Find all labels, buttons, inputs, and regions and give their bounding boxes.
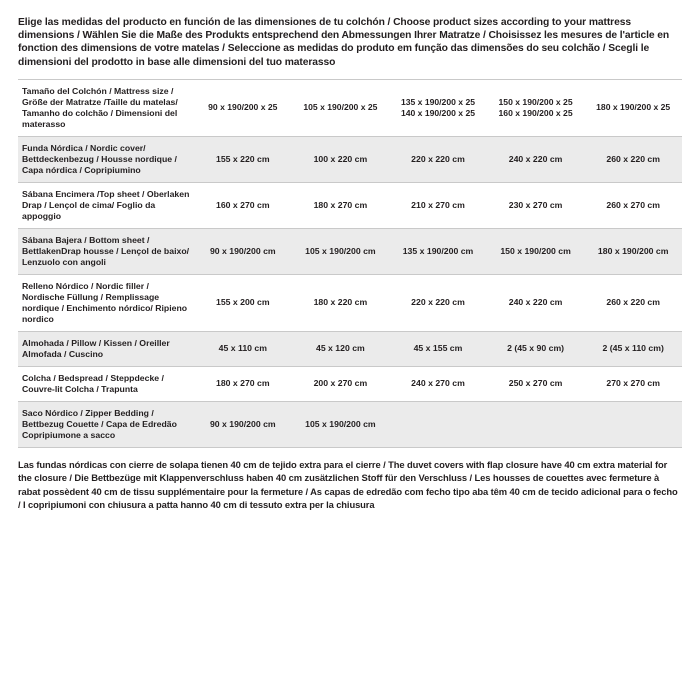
table-row bbox=[18, 401, 682, 447]
row-value: 180 x 270 cm bbox=[313, 199, 368, 210]
row-value bbox=[292, 79, 390, 136]
row-value: 105 x 190/200 cm bbox=[305, 245, 376, 256]
row-value: 90 x 190/200 cm bbox=[209, 245, 276, 256]
row-label: Colcha / Bedspread / Steppdecke / Couvre-lit Colcha / Trapunta bbox=[22, 372, 164, 394]
row-value: 240 x 270 cm bbox=[411, 378, 465, 389]
row-label: Relleno Nórdico / Nordic filler / Nordische Füllung / Remplissage nordique / Enchimento nórdico/ Ripieno nordico bbox=[22, 280, 188, 324]
value-line: 180 x 190/200 x 25 bbox=[596, 102, 671, 113]
row-value: 270 x 270 cm bbox=[606, 378, 660, 389]
row-value bbox=[487, 401, 585, 447]
row-value: 220 x 220 cm bbox=[411, 297, 465, 308]
table-row bbox=[18, 182, 682, 228]
row-value bbox=[389, 79, 487, 136]
value-line: 160 x 190/200 x 25 bbox=[498, 107, 573, 118]
row-value: 45 x 155 cm bbox=[413, 343, 463, 354]
row-value: 240 x 220 cm bbox=[508, 297, 563, 308]
size-table-body bbox=[18, 79, 682, 447]
row-value: 240 x 220 cm bbox=[508, 153, 563, 164]
row-value: 155 x 200 cm bbox=[215, 297, 270, 308]
row-value bbox=[584, 79, 682, 136]
value-line: 150 x 190/200 x 25 bbox=[498, 96, 573, 107]
row-value: 260 x 220 cm bbox=[606, 153, 660, 164]
footer-note: Las fundas nórdicas con cierre de solapa tienen 40 cm de tejido extra para el cierre / The duvet covers with flap closure have 40 cm extra material for the closure / Die Bettbezüge mit Klappenverschluss haben 40 cm zusätzlichen Stoff für den Verschluss / Les housses de couettes avec fermeture à rabat possèdent 40 cm de tissu supplémentaire pour la fermeture / As capas de edredão com fecho tipo aba têm 40 cm de tecido adicional para o fecho / I copripiumoni con chiusura a patta hanno 40 cm di tessuto extra per la chiusura bbox=[18, 458, 678, 511]
row-value: 45 x 110 cm bbox=[218, 343, 267, 354]
row-value bbox=[584, 401, 682, 447]
table-row bbox=[18, 136, 682, 182]
row-value: 180 x 220 cm bbox=[313, 297, 368, 308]
row-value: 230 x 270 cm bbox=[508, 199, 563, 210]
row-value: 90 x 190/200 cm bbox=[209, 418, 276, 429]
table-row bbox=[18, 366, 682, 401]
row-value: 180 x 190/200 cm bbox=[597, 245, 669, 256]
row-value: 2 (45 x 90 cm) bbox=[507, 343, 565, 354]
table-row bbox=[18, 228, 682, 274]
table-row bbox=[18, 274, 682, 331]
row-label: Saco Nórdico / Zipper Bedding / Bettbezug Couette / Capa de Edredão Copripiumone a sacco bbox=[22, 407, 177, 440]
row-value: 250 x 270 cm bbox=[508, 378, 563, 389]
row-value bbox=[389, 401, 487, 447]
row-value: 150 x 190/200 cm bbox=[500, 245, 571, 256]
value-line: 135 x 190/200 x 25 bbox=[400, 96, 476, 107]
row-value bbox=[487, 79, 585, 136]
row-value: 155 x 220 cm bbox=[215, 153, 270, 164]
row-value: 180 x 270 cm bbox=[215, 378, 270, 389]
row-label: Tamaño del Colchón / Mattress size / Größe der Matratze /Taille du matelas/ Tamanho do colchão / Dimensioni del materasso bbox=[22, 85, 178, 129]
value-line: 105 x 190/200 x 25 bbox=[303, 102, 378, 113]
row-value: 100 x 220 cm bbox=[313, 153, 368, 164]
row-value bbox=[194, 79, 292, 136]
value-line: 90 x 190/200 x 25 bbox=[208, 102, 278, 113]
row-value: 210 x 270 cm bbox=[411, 199, 465, 210]
row-label: Almohada / Pillow / Kissen / Oreiller Almofada / Cuscino bbox=[22, 337, 170, 359]
row-value: 45 x 120 cm bbox=[315, 343, 365, 354]
value-line: 140 x 190/200 x 25 bbox=[400, 107, 476, 118]
row-label: Sábana Bajera / Bottom sheet / BettlakenDrap housse / Lençol de baixo/ Lenzuolo con angoli bbox=[22, 234, 190, 267]
row-value: 220 x 220 cm bbox=[411, 153, 465, 164]
row-value: 260 x 270 cm bbox=[606, 199, 660, 210]
row-value: 105 x 190/200 cm bbox=[305, 418, 376, 429]
row-value: 160 x 270 cm bbox=[215, 199, 270, 210]
table-row bbox=[18, 79, 682, 136]
row-label: Funda Nórdica / Nordic cover/ Bettdeckenbezug / Housse nordique / Capa nórdica / Copripiumino bbox=[22, 142, 177, 175]
row-value: 135 x 190/200 cm bbox=[402, 245, 474, 256]
size-table bbox=[18, 79, 682, 448]
row-value: 260 x 220 cm bbox=[606, 297, 660, 308]
bottom-spacer bbox=[18, 511, 682, 694]
row-label: Sábana Encimera /Top sheet / Oberlaken Drap / Lençol de cima/ Foglio da appoggio bbox=[22, 188, 190, 221]
row-value: 200 x 270 cm bbox=[313, 378, 368, 389]
intro-text: Elige las medidas del producto en función de las dimensiones de tu colchón / Choose product sizes according to your mattress dimensions / Wählen Sie die Maße des Produkts entsprechend den Abmessungen Ihrer Matratze / Choisissez les mesures de l'article en fonction des dimensions de votre matelas / Seleccione as medidas do produto em função das dimensões do seu colchão / Scegli le dimensioni del prodotto in base alle dimensioni del tuo materasso bbox=[18, 17, 670, 68]
row-value: 2 (45 x 110 cm) bbox=[602, 343, 664, 354]
table-row bbox=[18, 331, 682, 366]
